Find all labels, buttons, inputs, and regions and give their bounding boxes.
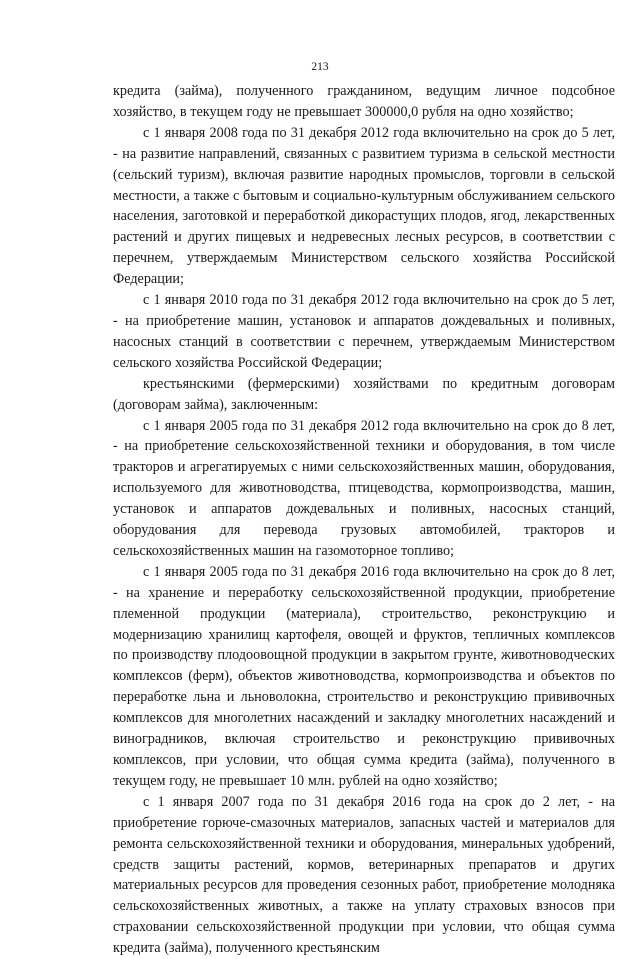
- paragraph-seasonal-works: с 1 января 2007 года по 31 декабря 2016 года на срок до 2 лет, - на приобретение горюче-смазочных материалов, запасных частей и материалов для ремонта сельскохозяйственной техники и оборудования, минеральных удобрений, средств защиты растений, кормов, ветеринарных препаратов и других материальных ресурсов для проведения сезонных работ, приобретение молодняка сельскохозяйственных животных, а также на уплату страховых взносов при страховании сельскохозяйственной продукции при условии, что общая сумма кредита (займа), полученного крестьянским: [113, 793, 615, 957]
- page-number: 213: [311, 61, 329, 73]
- paragraph-agricultural-machinery: с 1 января 2005 года по 31 декабря 2012 года включительно на срок до 8 лет, - на приобретение сельскохозяйственной техники и оборудования, в том числе тракторов и агрегатируемых с ними сельскохозяйственных машин, оборудования, используемого для животноводства, птицеводства, кормопроизводства, машин, установок и аппаратов дождевальных и поливных, насосных станций, оборудования для перевода грузовых автомобилей, тракторов и сельскохозяйственных машин на газомоторное топливо;: [113, 417, 615, 559]
- paragraph-irrigation-equipment: с 1 января 2010 года по 31 декабря 2012 года включительно на срок до 5 лет, - на приобретение машин, установок и аппаратов дождевальных и поливных, насосных станций в соответствии с перечнем, утверждаемым Министерством сельского хозяйства Российской Федерации;: [113, 292, 615, 371]
- paragraph-rural-tourism: с 1 января 2008 года по 31 декабря 2012 года включительно на срок до 5 лет, - на развитие направлений, связанных с развитием туризма в сельской местности (сельский туризм), включая развитие народных промыслов, торговли в сельской местности, а также с бытовым и социально-культурным обслуживанием сельского населения, заготовкой и переработкой дикорастущих плодов, ягод, лекарственных растений и других пищевых и недревесных лесных ресурсов, в соответствии с перечнем, утверждаемым Министерством сельского хозяйства Российской Федерации;: [113, 124, 615, 288]
- document-body: [113, 81, 615, 959]
- paragraph-loan-limit-personal-farm: кредита (займа), полученного гражданином, ведущим личное подсобное хозяйство, в текущем году не превышает 300000,0 рубля на одно хозяйство;: [113, 83, 615, 120]
- paragraph-peasant-farms-intro: крестьянскими (фермерскими) хозяйствами по кредитным договорам (договорам займа), заключенным:: [113, 375, 615, 413]
- paragraph-storage-processing: с 1 января 2005 года по 31 декабря 2016 года включительно на срок до 8 лет, - на хранение и переработку сельскохозяйственной продукции, приобретение племенной продукции (материала), строительство, реконструкцию и модернизацию хранилищ картофеля, овощей и фруктов, тепличных комплексов по производству плодоовощной продукции в закрытом грунте, животноводческих комплексов (ферм), объектов животноводства, кормопроизводства и объектов по переработке льна и льноволокна, строительство и реконструкцию прививочных комплексов для многолетних насаждений и закладку многолетних насаждений и виноградников, включая строительство и реконструкцию прививочных комплексов, при условии, что общая сумма кредита (займа), полученного в текущем году, не превышает 10 млн. рублей на одно хозяйство;: [113, 563, 615, 789]
